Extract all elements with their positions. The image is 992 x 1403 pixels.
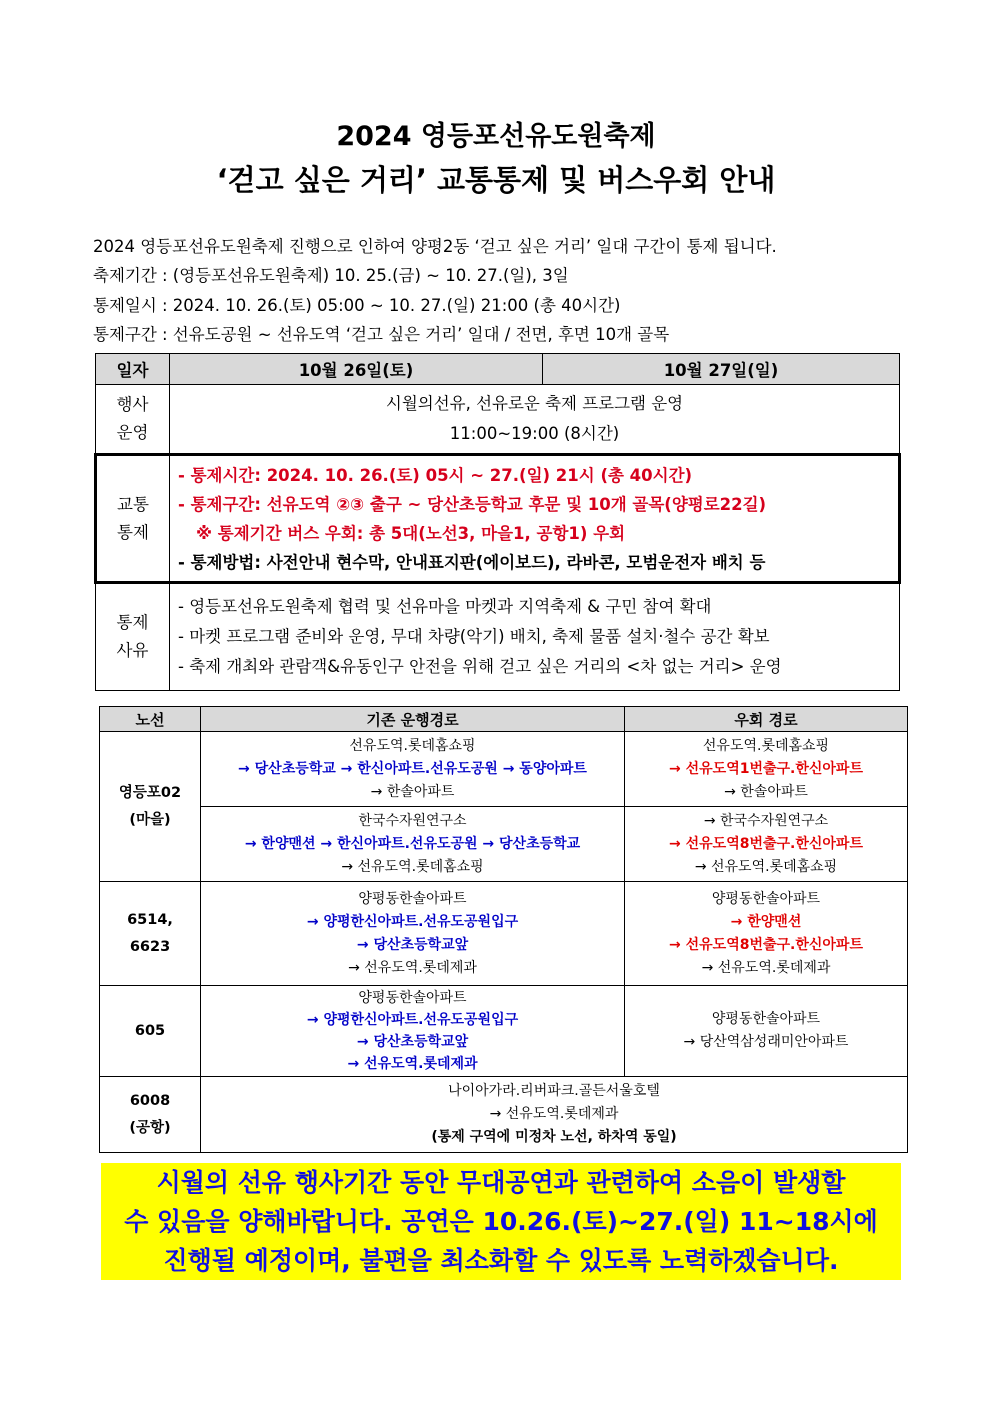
route-number: 영등포02 (118, 784, 182, 801)
path-stop: → 선유도역1번출구.한신아파트 (669, 760, 863, 777)
route-number: 6514, (127, 911, 173, 928)
original-path (201, 807, 625, 882)
event-label (96, 385, 170, 455)
header-route: 노선 (100, 707, 201, 732)
path-stop: → 한솔아파트 (370, 783, 455, 800)
route-number: 6623 (129, 938, 171, 955)
detour-path (625, 807, 908, 882)
bus-detour-note: ※ 통제기간 버스 우회: 총 5대(노선3, 마을1, 공항1) 우회 (196, 523, 626, 543)
event-program: 시월의선유, 선유로운 축제 프로그램 운영 (385, 394, 684, 413)
detour-path (625, 986, 908, 1077)
reason-row (96, 583, 900, 691)
header-oct27: 10월 27일(일) (543, 354, 900, 385)
path-stop: 한국수자원연구소 (358, 812, 467, 829)
table-row (100, 1077, 908, 1153)
route-type: (공항) (129, 1119, 171, 1136)
path-stop: → 선유도역8번출구.한신아파트 (669, 835, 863, 852)
detour-path (625, 732, 908, 807)
traffic-label-line: 교통 (117, 494, 149, 514)
reason-line: - 축제 개최와 관람객&유동인구 안전을 위해 걷고 싶은 거리의 <차 없는 거리> 운영 (178, 657, 782, 676)
route-name (100, 732, 201, 882)
event-label-line: 행사 (116, 395, 149, 414)
path-stop: → 당산초등학교앞 (356, 936, 469, 953)
path-stop: 양평동한솔아파트 (711, 890, 821, 907)
control-datetime: 통제일시 : 2024. 10. 26.(토) 05:00 ~ 10. 27.(일) 21:00 (총 40시간) (93, 296, 621, 315)
noise-notice-banner (101, 1163, 901, 1280)
route-name (100, 1077, 201, 1153)
path-stop: → 한양맨션 (730, 913, 802, 930)
reason-content (170, 583, 900, 691)
airport-bus-path (201, 1077, 908, 1153)
path-stop: 양평동한솔아파트 (358, 990, 467, 1006)
path-stop: → 선유도역.롯데제과 (489, 1106, 619, 1122)
festival-period: 축제기간 : (영등포선유도원축제) 10. 25.(금) ~ 10. 27.(일), 3일 (93, 266, 569, 285)
path-stop: 선유도역.롯데홈쇼핑 (702, 737, 830, 754)
traffic-content (170, 455, 900, 583)
traffic-row (96, 455, 900, 583)
event-row (96, 385, 900, 455)
route-name (100, 882, 201, 986)
document-title: 2024 영등포선유도원축제 (336, 121, 656, 152)
path-stop: → 선유도역.롯데제과 (348, 959, 477, 976)
path-stop: 양평동한솔아파트 (711, 1011, 821, 1027)
intro-line: 2024 영등포선유도원축제 진행으로 인하여 양평2동 ‘걷고 싶은 거리’ 일대 구간이 통제 됩니다. (93, 237, 777, 256)
route-name (100, 986, 201, 1077)
path-stop: → 한솔아파트 (724, 783, 808, 800)
path-stop: 선유도역.롯데홈쇼핑 (349, 737, 476, 754)
original-path (201, 732, 625, 807)
reason-line: - 마켓 프로그램 준비와 운영, 무대 차량(악기) 배치, 축제 물품 설치·철수 공간 확보 (178, 627, 770, 646)
path-stop: → 선유도역.롯데제과 (701, 959, 831, 976)
notice-line: 진행될 예정이며, 불편을 최소화할 수 있도록 노력하겠습니다. (163, 1246, 839, 1275)
route-type: (마을) (129, 811, 171, 828)
table-row (100, 882, 908, 986)
bus-detour-table (99, 706, 908, 1153)
event-label-line: 운영 (116, 423, 149, 442)
reason-line: - 영등포선유도원축제 협력 및 선유마을 마켓과 지역축제 & 구민 참여 확대 (178, 597, 712, 616)
control-time-line: - 통제시간: 2024. 10. 26.(토) 05시 ~ 27.(일) 21시 (총 40시간) (178, 465, 693, 485)
reason-label (96, 583, 170, 691)
path-stop: → 선유도역8번출구.한신아파트 (669, 936, 863, 953)
path-stop: → 양평한신아파트.선유도공원입구 (306, 913, 519, 930)
path-stop: → 당산역삼성래미안아파트 (683, 1034, 849, 1050)
path-stop: → 양평한신아파트.선유도공원입구 (306, 1012, 519, 1028)
table-header-row (96, 354, 900, 385)
control-section-line: - 통제구간: 선유도역 ②③ 출구 ~ 당산초등학교 후문 및 10개 골목(양평로22길) (178, 494, 767, 514)
route-number: 6008 (129, 1092, 171, 1109)
event-content (170, 385, 900, 455)
traffic-label-line: 통제 (117, 522, 149, 542)
path-stop: → 한양맨션 → 한신아파트.선유도공원 → 당산초등학교 (244, 835, 581, 852)
notice-line: 시월의 선유 행사기간 동안 무대공연과 관련하여 소음이 발생할 (156, 1168, 846, 1197)
traffic-label (96, 455, 170, 583)
header-original-path: 기존 운행경로 (201, 707, 625, 732)
path-stop: 나이아가라.리버파크.골든서울호텔 (448, 1083, 660, 1099)
header-detour-path: 우회 경로 (625, 707, 908, 732)
path-stop: → 당산초등학교앞 (356, 1034, 469, 1050)
notice-line: 수 있음을 양해바랍니다. 공연은 10.26.(토)~27.(일) 11~18시에 (124, 1207, 878, 1236)
reason-label-line: 통제 (116, 613, 149, 632)
table-row (100, 807, 908, 882)
traffic-control-table (94, 353, 901, 691)
path-stop: → 한국수자원연구소 (703, 812, 829, 829)
no-stop-note: (통제 구역에 미정차 노선, 하차역 동일) (431, 1129, 677, 1145)
path-stop: → 선유도역.롯데홈쇼핑 (694, 858, 838, 875)
table-row (100, 732, 908, 807)
original-path (201, 882, 625, 986)
path-stop: → 선유도역.롯데제과 (347, 1056, 478, 1072)
detour-path (625, 882, 908, 986)
control-method-line: - 통제방법: 사전안내 현수막, 안내표지판(에이보드), 라바콘, 모범운전자 배치 등 (178, 552, 766, 572)
event-hours: 11:00~19:00 (8시간) (449, 424, 620, 443)
route-number: 605 (134, 1022, 166, 1039)
original-path (201, 986, 625, 1077)
table-row (100, 986, 908, 1077)
path-stop: → 당산초등학교 → 한신아파트.선유도공원 → 동양아파트 (238, 760, 587, 777)
path-stop: → 선유도역.롯데홈쇼핑 (341, 858, 484, 875)
table-header-row (100, 707, 908, 732)
path-stop: 양평동한솔아파트 (358, 890, 467, 907)
reason-label-line: 사유 (116, 641, 149, 660)
header-oct26: 10월 26일(토) (170, 354, 543, 385)
control-section: 통제구간 : 선유도공원 ~ 선유도역 ‘걷고 싶은 거리’ 일대 / 전면, 후면 10개 골목 (93, 325, 670, 344)
header-date: 일자 (96, 354, 170, 385)
document-subtitle: ‘걷고 싶은 거리’ 교통통제 및 버스우회 안내 (216, 163, 776, 197)
